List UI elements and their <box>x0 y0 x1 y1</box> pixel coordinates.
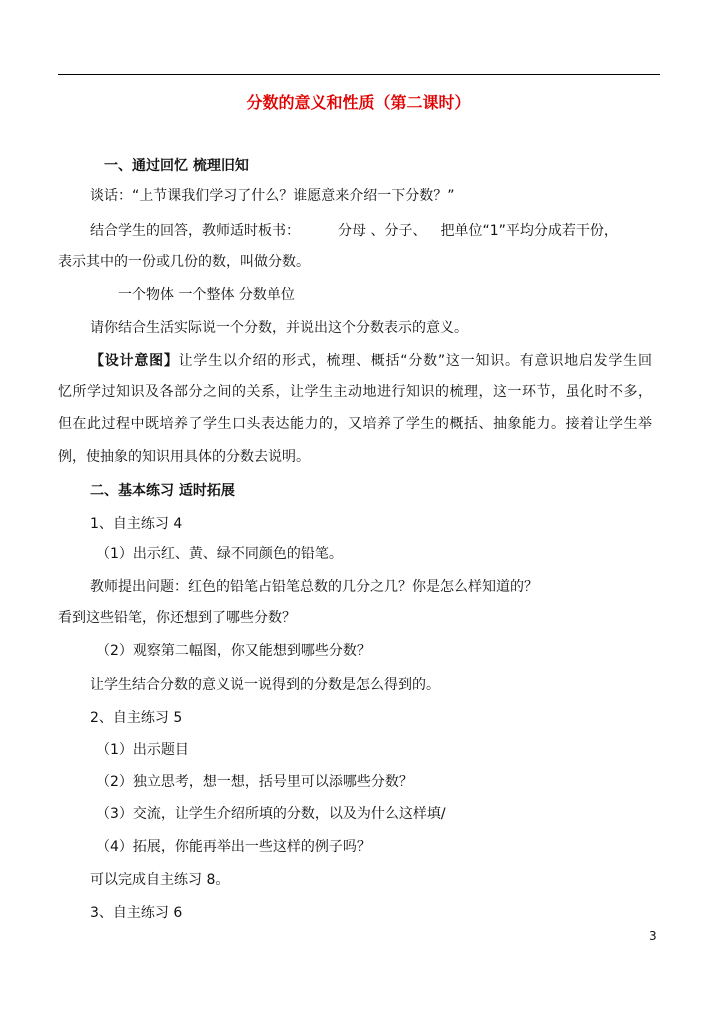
design-intent-label: 【设计意图】 <box>90 353 179 369</box>
exercise-5-heading: 2、自主练习 5 <box>90 710 183 726</box>
page-number: 3 <box>649 929 657 943</box>
paragraph-board-continued: 表示其中的一份或几份的数，叫做分数。 <box>58 254 310 270</box>
exercise-4-step-3: 让学生结合分数的意义说一说得到的分数是怎么得到的。 <box>90 677 440 693</box>
design-intent-text-1: 让学生以介绍的形式，梳理、概括“分数”这一知识。有意识地启发学生回 <box>178 353 652 369</box>
exercise-4-step-2: （2）观察第二幅图，你又能想到哪些分数？ <box>96 643 371 659</box>
header-rule <box>58 74 660 75</box>
exercise-6-heading: 3、自主练习 6 <box>90 905 183 921</box>
exercise-4-step-1: （1）出示红、黄、绿不同颜色的铅笔。 <box>96 546 343 562</box>
exercise-5-step-1: （1）出示题目 <box>96 742 189 758</box>
paragraph-request: 请你结合生活实际说一个分数，并说出这个分数表示的意义。 <box>90 320 468 336</box>
design-intent-line-2: 忆所学过知识及各部分之间的关系，让学生主动地进行知识的梳理，这一环节，虽化时不多， <box>58 384 652 400</box>
exercise-5-step-4: （4）拓展，你能再举出一些这样的例子吗？ <box>96 839 371 855</box>
exercise-4-question: 教师提出问题：红色的铅笔占铅笔总数的几分之几？你是怎么样知道的？ <box>90 579 538 595</box>
paragraph-board <box>90 222 618 240</box>
exercise-8-note: 可以完成自主练习 8。 <box>90 872 230 888</box>
board-text-a: 结合学生的回答，教师适时板书： <box>90 223 300 239</box>
exercise-5-step-3: （3）交流，让学生介绍所填的分数，以及为什么这样填/ <box>96 806 446 822</box>
design-intent-line-3: 但在此过程中既培养了学生口头表达能力的，又培养了学生的概括、抽象能力。接着让学生举 <box>58 416 652 432</box>
section-heading-2: 二、基本练习 适时拓展 <box>90 483 235 499</box>
exercise-4-heading: 1、自主练习 4 <box>90 516 183 532</box>
exercise-4-question-2: 看到这些铅笔，你还想到了哪些分数？ <box>58 610 296 626</box>
exercise-5-step-2: （2）独立思考，想一想，括号里可以添哪些分数？ <box>96 774 413 790</box>
section-heading-1: 一、通过回忆 梳理旧知 <box>104 158 249 174</box>
design-intent-line-1 <box>90 352 652 370</box>
board-text-c: 把单位“1”平均分成若干份， <box>440 223 618 239</box>
document-title: 分数的意义和性质（第二课时） <box>246 93 471 112</box>
paragraph-talk: 谈话：“上节课我们学习了什么？谁愿意来介绍一下分数？” <box>90 188 455 204</box>
board-text-b: 分母 、分子、 <box>338 223 427 239</box>
paragraph-units: 一个物体 一个整体 分数单位 <box>118 287 295 303</box>
design-intent-line-4: 例，使抽象的知识用具体的分数去说明。 <box>58 449 310 465</box>
